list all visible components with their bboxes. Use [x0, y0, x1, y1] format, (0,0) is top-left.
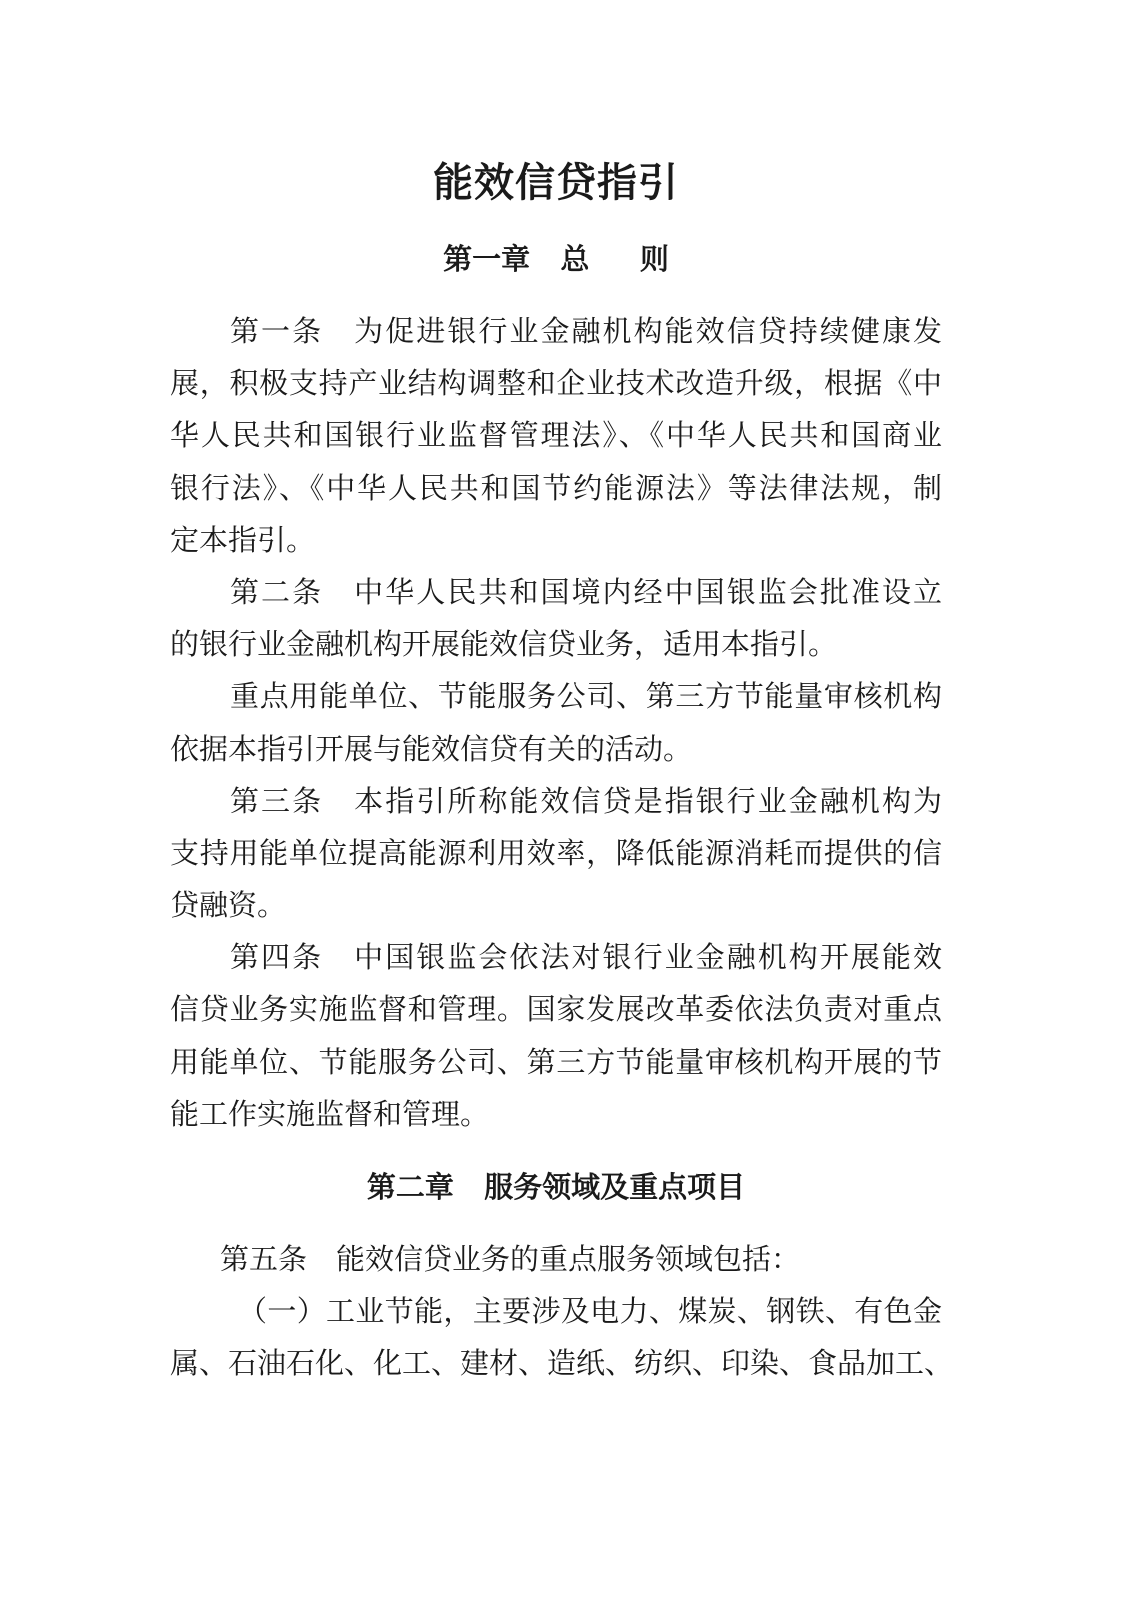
article-2-line: 重点用能单位、节能服务公司、第三方节能量审核机构	[230, 679, 942, 714]
article-4-line: 能工作实施监督和管理。	[170, 1096, 490, 1131]
article-4-line: 用能单位、节能服务公司、第三方节能量审核机构开展的节	[170, 1044, 942, 1079]
chapter-2-body	[170, 1233, 954, 1390]
article-2-line: 依据本指引开展与能效信贷有关的活动。	[170, 731, 693, 766]
article-5-line: 属、石油石化、化工、建材、造纸、纺织、印染、食品加工、	[170, 1346, 954, 1381]
article-1-line: 展，积极支持产业结构调整和企业技术改造升级，根据《中	[170, 366, 942, 401]
article-4-line: 第四条 中国银监会依法对银行业金融机构开展能效	[230, 940, 942, 975]
article-3-line: 第三条 本指引所称能效信贷是指银行业金融机构为	[230, 783, 942, 818]
chapter-1-heading: 第一章 总 则	[443, 242, 669, 276]
article-2-line: 的银行业金融机构开展能效信贷业务，适用本指引。	[170, 627, 838, 662]
article-4-line: 信贷业务实施监督和管理。国家发展改革委依法负责对重点	[170, 992, 942, 1027]
article-1-line: 华人民共和国银行业监督管理法》、《中华人民共和国商业	[170, 418, 942, 453]
article-3-line: 贷融资。	[170, 888, 287, 923]
article-5-line: （一）工业节能，主要涉及电力、煤炭、钢铁、有色金	[238, 1294, 942, 1329]
article-2-line: 第二条 中华人民共和国境内经中国银监会批准设立	[230, 574, 942, 609]
chapter-1-body	[170, 305, 942, 1140]
document-title: 能效信贷指引	[433, 160, 679, 206]
article-1-line: 第一条 为促进银行业金融机构能效信贷持续健康发	[230, 314, 942, 348]
article-1-line: 定本指引。	[170, 522, 316, 557]
article-5-line: 第五条 能效信贷业务的重点服务领域包括：	[220, 1242, 801, 1276]
chapter-2-heading: 第二章 服务领域及重点项目	[366, 1170, 746, 1204]
article-3-line: 支持用能单位提高能源利用效率，降低能源消耗而提供的信	[170, 835, 942, 870]
article-1-line: 银行法》、《中华人民共和国节约能源法》等法律法规，制	[170, 470, 942, 505]
